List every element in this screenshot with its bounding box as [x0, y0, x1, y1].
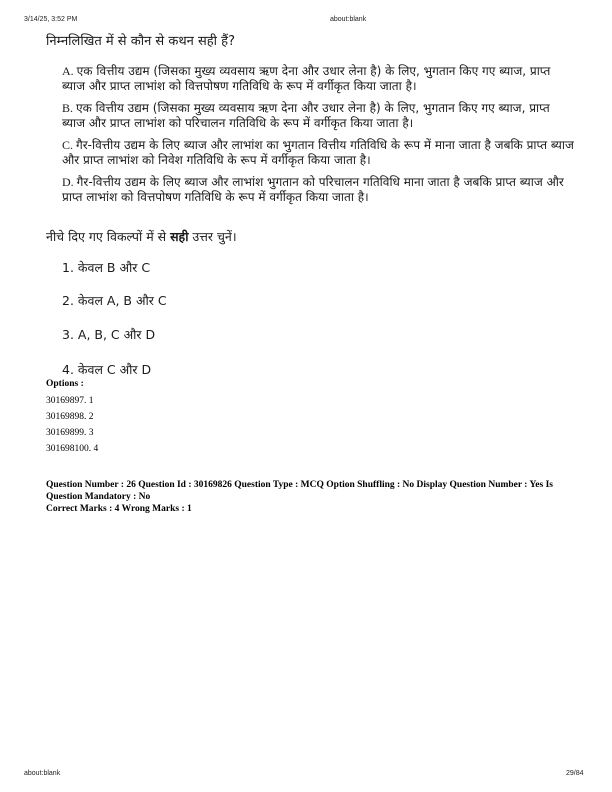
instruction-bold: सही	[170, 229, 189, 244]
instruction	[46, 228, 237, 245]
footer-url: about:blank	[24, 770, 61, 777]
statement-letter: D.	[62, 175, 74, 189]
question-info	[46, 479, 566, 515]
choice-2: 2. केवल A, B और C	[62, 293, 167, 308]
option-id-4: 301698100. 4	[46, 444, 99, 454]
instruction-suffix: उत्तर चुनें।	[188, 229, 237, 244]
statement-letter: B.	[62, 101, 74, 115]
statement-text: गैर-वित्तीय उद्यम के लिए ब्याज और लाभांश का भुगतान वित्तीय गतिविधि के रूप में माना जाता है जबकि प्राप्त ब्याज और प्राप्त लाभांश को निवेश गतिविधि के रूप में वर्गीकृत किया जाता है।	[62, 138, 574, 167]
statement-letter: A.	[62, 64, 74, 78]
statement-text: गैर-वित्तीय उद्यम के लिए ब्याज और लाभांश भुगतान को परिचालन गतिविधि माना जाता है जबकि प्राप्त ब्याज और प्राप्त लाभांश को वित्तपोषण गतिविधि के रूप में वर्गीकृत किया जाता है।	[62, 175, 564, 204]
options-label: Options :	[46, 379, 84, 389]
statement-text: एक वित्तीय उद्यम (जिसका मुख्य व्यवसाय ऋण देना और उधार लेना है) के लिए, भुगतान किए गए ब्याज, प्राप्त ब्याज और प्राप्त लाभांश को परिचालन गतिविधि के रूप में वर्गीकृत किया जाता है।	[62, 101, 550, 130]
header-url: about:blank	[330, 16, 367, 23]
choice-4: 4. केवल C और D	[62, 362, 152, 377]
header-datetime: 3/14/25, 3:52 PM	[24, 16, 78, 23]
option-id-1: 30169897. 1	[46, 396, 94, 406]
question-title: निम्नलिखित में से कौन से कथन सही हैं?	[46, 34, 235, 49]
choice-3: 3. A, B, C और D	[62, 327, 156, 342]
statement-d	[62, 175, 574, 205]
question-info-line1: Question Number : 26 Question Id : 30169826 Question Type : MCQ Option Shuffling : No Display Question Number : Yes Is Question Mandatory : No	[46, 480, 553, 502]
footer-page-number: 29/84	[566, 770, 584, 777]
option-id-3: 30169899. 3	[46, 428, 94, 438]
instruction-prefix: नीचे दिए गए विकल्पों में से	[46, 229, 171, 244]
choice-1: 1. केवल B और C	[62, 260, 151, 275]
option-id-2: 30169898. 2	[46, 412, 94, 422]
statement-text: एक वित्तीय उद्यम (जिसका मुख्य व्यवसाय ऋण देना और उधार लेना है) के लिए, भुगतान किए गए ब्याज, प्राप्त ब्याज और प्राप्त लाभांश को वित्तपोषण गतिविधि के रूप में वर्गीकृत किया जाता है।	[62, 64, 551, 93]
question-info-line2: Correct Marks : 4 Wrong Marks : 1	[46, 504, 192, 514]
statement-letter: C.	[62, 138, 74, 152]
statement-c	[62, 138, 574, 168]
statement-b	[62, 101, 574, 131]
statement-a	[62, 64, 574, 94]
